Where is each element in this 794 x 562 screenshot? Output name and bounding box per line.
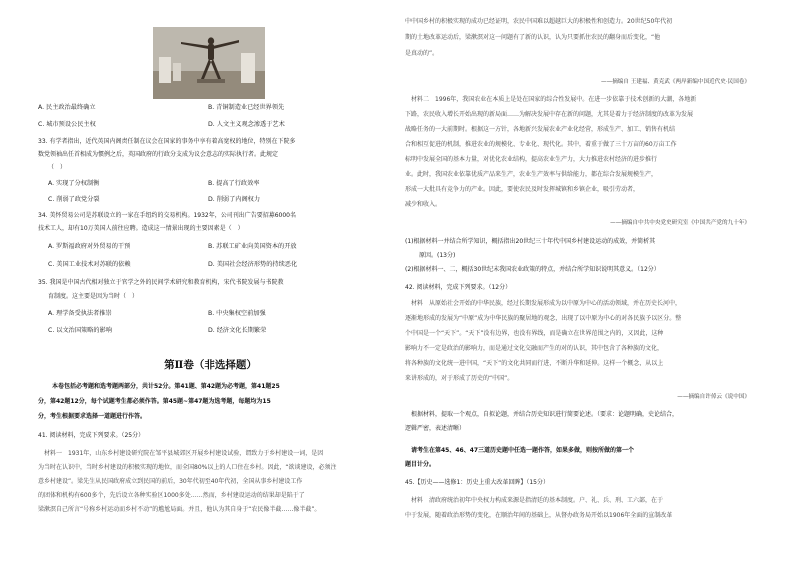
q42-head: 42. 阅读材料，完成下列要求。（12分）: [405, 284, 512, 291]
q42-line-2: 逐渐地形成的发展为“中原”成为中华民族的聚居地的观念，出现了以中原为中心的对各民族予以区分。整: [405, 315, 682, 322]
q33-option-a: A. 实现了分权制衡: [48, 180, 100, 187]
m2-line-1: 材料二 1996年，我国农业在本质上是处在国家的综合性发展中。在进一步依靠于技术创新的大潮，各地新: [411, 96, 697, 103]
m2-line-4: 合和相互促进的机制，推进农业的规模化、专业化、现代化。其中，着重于做了三十万亩的60万亩工作: [405, 141, 677, 148]
q29-option-b: B. 青铜制造业已经世界领先: [208, 104, 285, 111]
q34-option-d: D. 美国社会经济形势的持续恶化: [208, 261, 298, 268]
q35-option-c: C. 以文治国策略的影响: [48, 327, 112, 334]
q29-option-a: A. 民主政治最终确立: [38, 104, 96, 111]
m2-line-8: 减少和收入。: [405, 201, 442, 208]
q29-option-d: D. 人文主义观念渗透于艺术: [208, 121, 285, 128]
left-column: [38, 0, 383, 562]
q34-stem-2: 技术工人，却有10万美国人前往应聘。造成这一情景出现的主要因素是（ ）: [38, 225, 244, 232]
statue-image-icon: [153, 27, 265, 99]
q45-line-1: 材料 清政府统治初年中央权力构成来源是指清廷的基本制度。户、礼、兵、刑、工六部，在于: [411, 497, 664, 504]
q41-task-1: (1)根据材料一并结合所学知识，概括指出20世纪三十年代中国乡村建设运动的成效，并简析其: [405, 238, 656, 245]
q42-line-5: 将各种族的文化统一进中国，“天下”的文化共同而行进，不断升华和延伸。这样一个概念，从以上: [405, 360, 664, 367]
m2-line-6: 业。此时，我国农业依靠优质产品来生产，农业生产效率与供给能力，都在综合发展规模生产，: [405, 171, 658, 178]
section-title: 第Ⅱ卷（非选择题）: [164, 359, 257, 371]
m2-line-5: 标明中发展全国的基本力量，对优化农业结构，提高农业生产力，大力推进农村经济的进步推行: [405, 156, 658, 163]
elective-instruction: 请考生在第45、46、47三道历史题中任选一题作答，如果多做，则按所做的第一个: [411, 447, 635, 454]
q42-line-1: 材料 从原始社会开始的中华民族，经过长期发展形成为以中原为中心的活动领域，并在历史长河中，: [411, 300, 682, 307]
elective-instruction-2: 题目计分。: [405, 461, 436, 468]
q41-m1-line-4: 的团体和机构有600多个，先后设立各种实验区1000多处……然而，乡村建设运动的结果却是陷于了: [38, 492, 305, 499]
q35-stem-1: 35. 我国是中国古代相对独立于官学之外的民间学术研究和教育机构，宋代书院发展与书院教: [38, 279, 284, 286]
q42-line-3: 个中国是一个“天下”。“天下”没有边界，也没有界线，而是确立在世界范围之内的，又因此，这种: [405, 330, 664, 337]
q42-task-1: 根据材料，提取一个观点，自拟论题，并结合历史知识进行简要论述。（要求：论题明确，史论结合，: [411, 411, 679, 418]
section-intro-2: 分，第42题12分，每个试题考生都必须作答。第45题~第47题为选考题，每题均为15: [38, 398, 271, 405]
m2-line-3: 战略任务的一大前期时。根据这一方针，各地新兴发展农业产业化经营，形成生产、加工、销售有机结: [405, 126, 676, 133]
q45-head: 45.【历史——选修1：历史上重大改革回眸】（15分）: [405, 479, 549, 486]
q33-option-b: B. 提高了行政效率: [208, 180, 260, 187]
section-intro-3: 分，考生根据要求选择一道题进行作答。: [38, 413, 147, 420]
m1-source: ——摘编自 王建福、黄克武《两岸新编中国近代史·民国卷》: [601, 79, 750, 85]
q34-option-b: B. 苏联工矿业向美国资本的开放: [208, 243, 297, 250]
q42-task-2: 逻辑严密，表述清晰）: [405, 425, 466, 432]
q33-option-c: C. 削弱了政党分裂: [48, 196, 100, 203]
q42-source: ——摘编自许倬云《说中国》: [677, 394, 750, 400]
section-intro-1: 本卷包括必考题和选考题两部分，共计52分。第41题、第42题为必考题，第41题25: [52, 383, 280, 390]
m1-cont-line-2: 期的土地改革运动后，梁漱溟对这一问题有了新的认识，认为只要抓住农民的翻身而后变化，“他: [405, 34, 661, 41]
q35-option-d: D. 经济文化长期繁荣: [208, 327, 267, 334]
bronze-statue-photo: [153, 27, 265, 99]
q41-task-2: (2)根据材料一、二，概括30世纪末我国农业政策的特点，并结合所学知识说明其意义。（12分）: [405, 266, 660, 273]
q34-stem-1: 34. 美怀贸易公司是苏联设立的一家在手纽约的交易机构。1932年，公司刊出广告要招募6000名: [38, 212, 296, 219]
q42-line-4: 影响力不一定是政治的影响力，而是通过文化交融而产生的对的认识，其中包含了各种族的文化，: [405, 345, 664, 352]
q29-option-c: C. 城市预设公民主权: [38, 121, 96, 128]
m2-line-2: 下路，农民收入增长开始出现的新局面……为解决发展中存在新的问题，尤其是着力于经济制度的改革为发展: [405, 111, 694, 118]
q33-stem-3: （ ）: [48, 164, 67, 171]
m2-line-7: 形成一大批具有竞争力的产业。因此，要使农民及时发挥城镇和乡镇企业，吸引劳动者，: [405, 186, 640, 193]
q41-m1-line-3: 意乡村建设”。梁先生从民国政府成立到民国的前后，30年代初至40年代初，全国从事乡村建设工作: [38, 478, 303, 485]
q41-task-1b: 原因。(13分): [419, 252, 456, 259]
q35-option-b: B. 中央集权空前加强: [208, 310, 266, 317]
q41-m1-line-2: 为当时在认识中，当时乡村建设的积极实现的地位，而全国80%以上的人口住在乡村。因此，“欲谈建设，必须注: [38, 464, 337, 471]
q33-option-d: D. 削弱了内阁权力: [208, 196, 261, 203]
m2-source: ——摘编自中共中央党史研究室《中国共产党的九十年》: [610, 220, 750, 226]
q33-stem-1: 33. 有学者指出，近代英国内阁责任制在议会在国家的事务中享有着高宽权的地位，特别在下院多: [38, 138, 296, 145]
q35-stem-2: 育制度。这主要是因为当时（ ）: [48, 293, 139, 300]
q41-head: 41. 阅读材料，完成下列要求。（25分）: [38, 432, 145, 439]
q35-option-a: A. 理学备受执法者推崇: [48, 310, 112, 317]
q42-line-6: 来讲形成的，对于形成了历史的“中国”。: [405, 375, 514, 382]
q41-m1-line-5: 梁漱溟自己所言“号称乡村运动而乡村不动”的尴尬局面。并且，他认为其自身于“农民像半截……像半截”。: [38, 506, 321, 513]
q45-line-2: 中于发展，随着政治形势的变化，在顺治年间的基础上，从督办政务局开始以1906年全面的宣制改革: [405, 512, 673, 519]
q41-m1-line-1: 材料一 1931年，山东乡村建设研究院在邹平县城郊区开展乡村建设试验，谓致力于乡村建设一词，是因: [44, 450, 324, 457]
q34-option-c: C. 美国工业技术对苏联的依赖: [48, 261, 131, 268]
q34-option-a: A. 罗斯福政府对外贸易的干预: [48, 243, 131, 250]
right-column: [405, 0, 750, 562]
q33-stem-2: 数党领袖出任首相成为惯例之后，英国政府的行政分支成为议会意志的实际执行者。此规定: [38, 151, 279, 158]
m1-cont-line-3: 是真动的”。: [405, 50, 439, 57]
m1-cont-line-1: 中中国乡村的积极实现的成功已经证明，农民中国难以超越巨大的积极性和创造力。20世纪50年代初: [405, 18, 673, 25]
